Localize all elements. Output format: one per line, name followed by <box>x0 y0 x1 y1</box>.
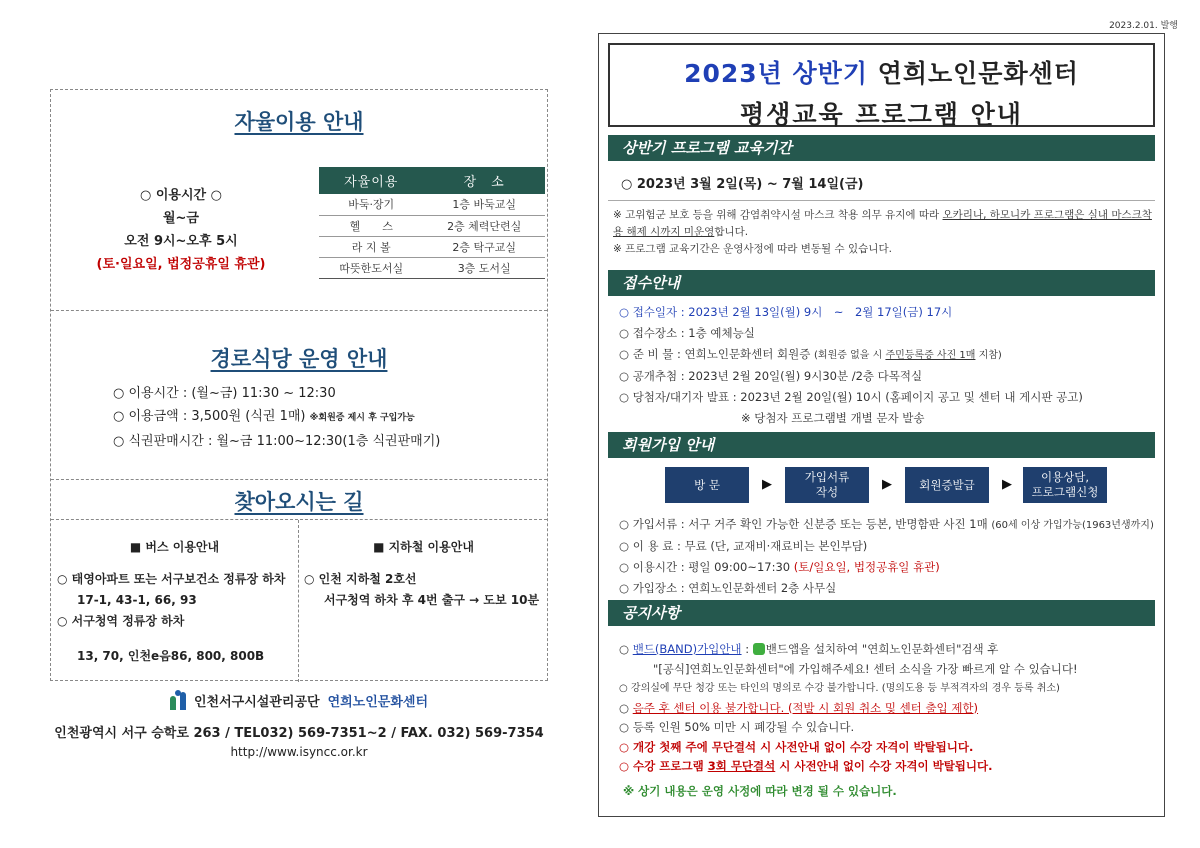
title-line-2: 평생교육 프로그램 안내 <box>740 100 1023 129</box>
membership-place: ○ 가입장소 : 연희노인문화센터 2층 사무실 <box>619 581 837 595</box>
period-rule <box>608 200 1155 201</box>
facility-header-activity: 자율이용 <box>319 167 423 194</box>
left-info-panel <box>50 89 548 681</box>
bus-lines-1: 17-1, 43-1, 66, 93 <box>77 593 197 607</box>
diner-ticket-hours: ○ 식권판매시간 : 월~금 11:00~12:30(1층 식권판매기) <box>113 434 441 449</box>
title-box <box>608 43 1155 127</box>
reception-announce: ○ 당첨자/대기자 발표 : 2023년 2월 20일(월) 10시 (홈페이지 공고 및 센터 내 게시판 공고) <box>619 390 1083 404</box>
bus-lines-2: 13, 70, 인천e음86, 800, 800B <box>77 649 265 663</box>
table-row <box>319 236 545 257</box>
notice-audit: ○ 강의실에 무단 청강 또는 타인의 명의로 수강 불가합니다. (명의도용 등 부적격자의 경우 등록 취소) <box>619 683 1060 694</box>
notice-absence-2: ○ 수강 프로그램 3회 무단결석 시 사전안내 없이 수강 자격이 박탈됩니다. <box>619 759 993 773</box>
period-note-1: ※ 고위험군 보호 등을 위해 감염취약시설 마스크 착용 의무 유지에 따라 오카리나, 하모니카 프로그램은 실내 마스크착용 해제 시까지 미운영합니다. <box>613 209 1152 238</box>
self-use-title: 자율이용 안내 <box>234 110 364 134</box>
band-link[interactable]: 밴드(BAND)가입안내 <box>632 642 742 656</box>
period-dates: ○ 2023년 3월 2일(목) ~ 7월 14일(금) <box>621 177 864 192</box>
directions-title: 찾아오시는 길 <box>234 490 364 514</box>
org-line <box>50 688 548 712</box>
diner-hours: ○ 이용시간 : (월~금) 11:30 ~ 12:30 <box>113 386 336 401</box>
facility-place: 2층 탁구교실 <box>423 236 545 257</box>
reception-place: ○ 접수장소 : 1층 예체능실 <box>619 326 755 340</box>
title-year: 2023년 상반기 <box>684 59 868 88</box>
hours-closed-note: (토·일요일, 법정공휴일 휴관) <box>96 257 266 272</box>
period-note-2: ※ 프로그램 교육기간은 운영사정에 따라 변동될 수 있습니다. <box>613 243 892 255</box>
bus-heading: ■ 버스 이용안내 <box>129 540 220 554</box>
flow-arrow-icon: ▶ <box>882 477 892 492</box>
reception-list <box>619 302 1083 429</box>
notice-list <box>619 640 1078 777</box>
diner-section <box>51 311 547 480</box>
hours-days: 월~금 <box>162 211 199 226</box>
subway-exit: 서구청역 하차 후 4번 출구 → 도보 10분 <box>324 593 540 607</box>
org-name-2: 연희노인문화센터 <box>327 694 429 710</box>
facility-activity: 라 지 볼 <box>319 236 423 257</box>
title-center: 연희노인문화센터 <box>877 59 1079 88</box>
hours-label: ○ 이용시간 ○ <box>140 188 222 203</box>
facility-place: 3층 도서실 <box>423 257 545 278</box>
notice-absence-1: ○ 개강 첫째 주에 무단결석 시 사전안내 없이 수강 자격이 박탈됩니다. <box>619 739 974 754</box>
membership-list <box>619 514 1154 599</box>
facility-activity: 헬 스 <box>319 215 423 236</box>
bus-routes <box>51 569 298 667</box>
diner-price-note: ※회원증 제시 후 구입가능 <box>309 413 415 423</box>
diner-info-list <box>113 382 440 453</box>
facility-place: 2층 체력단련실 <box>423 215 545 236</box>
flow-arrow-icon: ▶ <box>762 477 772 492</box>
diner-price: ○ 이용금액 : 3,500원 (식권 1매) ※회원증 제시 후 구입가능 <box>113 409 415 424</box>
org-logo-icon <box>170 690 186 710</box>
table-row <box>319 215 545 236</box>
flow-step-card: 회원증발급 <box>905 467 989 503</box>
contact-footer <box>50 688 548 759</box>
subway-heading: ■ 지하철 이용안내 <box>373 540 474 554</box>
hours-time: 오전 9시~오후 5시 <box>124 234 238 249</box>
table-row <box>319 194 545 215</box>
issue-date: 2023.2.01. 발행 <box>1109 21 1178 31</box>
bus-stop-1: ○ 태영아파트 또는 서구보건소 정류장 하차 <box>57 572 286 586</box>
bus-info <box>51 520 298 682</box>
directions-section <box>51 480 547 682</box>
table-row <box>319 257 545 278</box>
directions-header <box>51 480 547 520</box>
membership-bar: 회원가입 안내 <box>608 432 1155 458</box>
membership-flow <box>665 467 1145 503</box>
flow-step-visit: 방 문 <box>665 467 749 503</box>
reception-draw: ○ 공개추첨 : 2023년 2월 20일(월) 9시30분 /2층 다목적실 <box>619 369 923 383</box>
title-line-1 <box>610 54 1153 90</box>
membership-hours: ○ 이용시간 : 평일 09:00~17:30 (토/일요일, 법정공휴일 휴관) <box>619 560 940 574</box>
notice-alcohol: ○ 음주 후 센터 이용 불가합니다. (적발 시 회원 취소 및 센터 출입 제한) <box>619 700 979 715</box>
period-bar: 상반기 프로그램 교육기간 <box>608 135 1155 161</box>
facility-table <box>319 167 545 279</box>
membership-fee: ○ 이 용 료 : 무료 (단, 교재비·재료비는 본인부담) <box>619 539 868 553</box>
subway-routes <box>298 569 549 611</box>
facility-place: 1층 바둑교실 <box>423 194 545 215</box>
reception-sms-note: ※ 당첨자 프로그램별 개별 문자 발송 <box>741 411 925 425</box>
flow-step-consult: 이용상담, 프로그램신청 <box>1023 467 1107 503</box>
facility-activity: 바둑·장기 <box>319 194 423 215</box>
final-note: ※ 상기 내용은 운영 사정에 따라 변경 될 수 있습니다. <box>623 784 897 798</box>
flow-step-form: 가입서류 작성 <box>785 467 869 503</box>
reception-items: ○ 준 비 물 : 연희노인문화센터 회원증 (회원증 없을 시 주민등록증 사진 1매 지참) <box>619 347 1002 361</box>
program-info-panel <box>598 33 1165 817</box>
org-name-1: 인천서구시설관리공단 <box>193 694 320 710</box>
subway-info <box>298 520 549 682</box>
notice-band: ○ 밴드(BAND)가입안내 : 밴드앱을 설치하여 "연희노인문화센터"검색 후 <box>619 642 999 656</box>
band-app-icon <box>753 643 765 655</box>
period-notes <box>613 207 1153 258</box>
notice-band-2: "[공식]연희노인문화센터"에 가입해주세요! 센터 소식을 가장 빠르게 알 수 있습니다! <box>653 661 1078 676</box>
facility-header-place: 장 소 <box>423 167 545 194</box>
bus-stop-2: ○ 서구청역 정류장 하차 <box>57 614 185 628</box>
membership-docs: ○ 가입서류 : 서구 거주 확인 가능한 신분증 또는 등본, 반명함판 사진 1매 (60세 이상 가입가능(1963년생까지) <box>619 517 1154 531</box>
reception-bar: 접수안내 <box>608 270 1155 296</box>
website-link[interactable]: http://www.isyncc.or.kr <box>230 745 368 759</box>
notice-bar: 공지사항 <box>608 600 1155 626</box>
notice-cancel: ○ 등록 인원 50% 미만 시 폐강될 수 있습니다. <box>619 720 855 734</box>
diner-title: 경로식당 운영 안내 <box>210 347 388 371</box>
reception-date: ○ 접수일자 : 2023년 2월 13일(월) 9시 ~ 2월 17일(금) 17시 <box>619 305 953 319</box>
facility-activity: 따뜻한도서실 <box>319 257 423 278</box>
self-use-section <box>51 90 547 311</box>
address-line: 인천광역시 서구 승학로 263 / TEL032) 569-7351~2 / FAX. 032) 569-7354 <box>54 726 544 741</box>
flow-arrow-icon: ▶ <box>1002 477 1012 492</box>
facility-table-header <box>319 167 545 194</box>
subway-line: ○ 인천 지하철 2호선 <box>304 572 417 586</box>
self-use-hours <box>71 184 291 276</box>
